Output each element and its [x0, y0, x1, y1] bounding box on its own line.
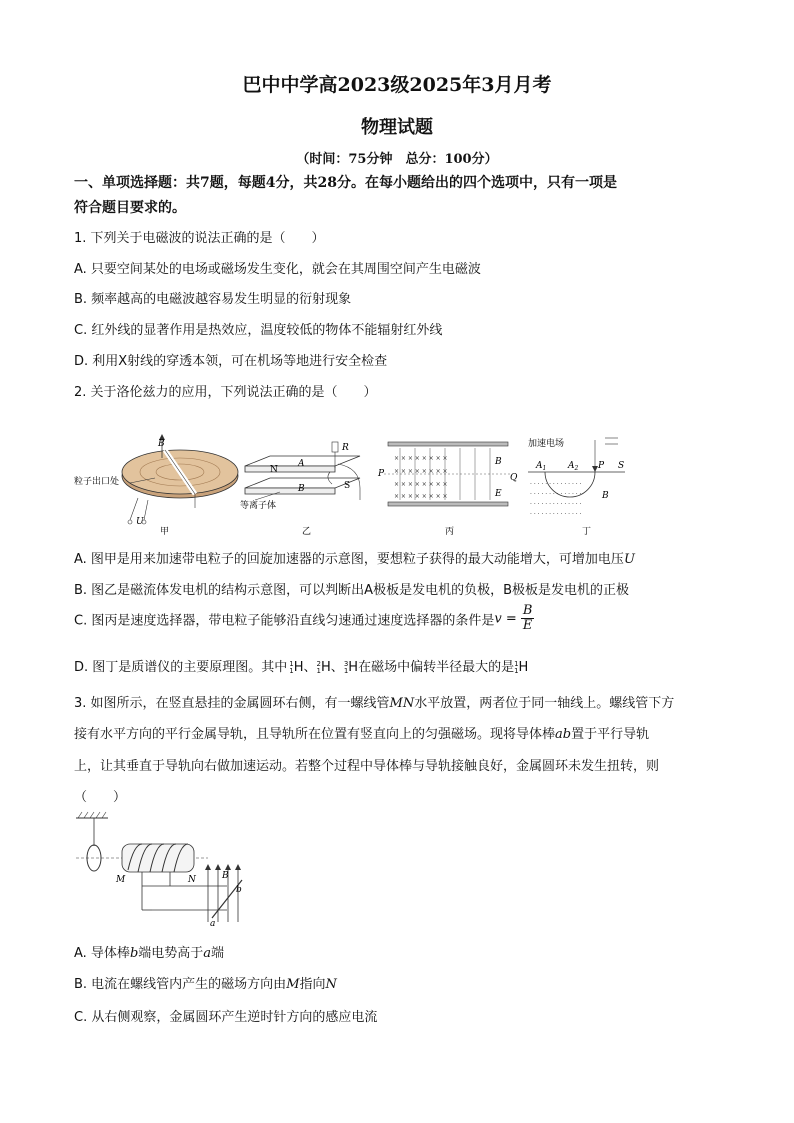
svg-text:· · · · · · · · · · · · · ·: · · · · · · · · · · · · · ·: [530, 491, 582, 498]
q2-figure: [70, 428, 650, 538]
q1-option-c: C. 红外线的显著作用是热效应，温度较低的物体不能辐射红外线: [74, 323, 443, 338]
svg-text:× × × × × × × ×: × × × × × × × ×: [394, 481, 448, 488]
q2-option-c: C. 图丙是速度选择器，带电粒子能够沿直线匀速通过速度选择器的条件是v = $\frac{B}{E}$: [74, 603, 533, 634]
svg-text:· · · · · · · · · · · · · ·: · · · · · · · · · · · · · ·: [530, 501, 582, 508]
rails: [142, 886, 227, 910]
label-bing: 丙: [445, 527, 455, 537]
q3-option-a: A. 导体棒b端电势高于a端: [74, 946, 225, 961]
q2-option-b: B. 图乙是磁流体发电机的结构示意图，可以判断出A极板是发电机的负极，B极板是发电机的正极: [74, 583, 629, 598]
label-accel-field: 加速电场: [528, 439, 565, 449]
label-S-ding: S: [618, 461, 625, 471]
label-a: a: [210, 919, 216, 928]
label-A1-ding: $A_1$: [536, 461, 547, 472]
svg-text:· · · · · · · · · · · · · ·: · · · · · · · · · · · · · ·: [530, 481, 582, 488]
label-plasma: 等离子体: [240, 501, 277, 511]
solenoid-MN: [122, 844, 194, 886]
label-b: b: [236, 885, 242, 895]
label-B: B: [222, 871, 229, 881]
q1-option-d: D. 利用X射线的穿透本领，可在机场等地进行安全检查: [74, 354, 388, 369]
formula-B-over-E: $\frac{B}{E}$: [522, 603, 533, 634]
label-E-bing: E: [495, 489, 502, 499]
q1-option-b: B. 频率越高的电磁波越容易发生明显的衍射现象: [74, 292, 352, 307]
label-B-yi: B: [298, 484, 305, 494]
label-yi: 乙: [302, 527, 312, 537]
label-A2-ding: $A_2$: [568, 461, 579, 472]
label-U-jia: U: [136, 517, 144, 527]
svg-text:× × × × × × × ×: × × × × × × × ×: [394, 493, 448, 500]
label-N-yi: N: [270, 465, 278, 475]
svg-text:· · · · · · · · · · · · · ·: · · · · · · · · · · · · · ·: [530, 511, 582, 518]
q3-option-c: C. 从右侧观察，金属圆环产生逆时针方向的感应电流: [74, 1010, 378, 1025]
label-ding: 丁: [582, 527, 592, 537]
q1-option-a: A. 只要空间某处的电场或磁场发生变化，就会在其周围空间产生电磁波: [74, 262, 481, 277]
cyclotron-diagram: [122, 434, 238, 524]
q2-option-d: D. 图丁是质谱仪的主要原理图。其中 1 1H、2 1H、3 1H在磁场中偏转半径最大的是1 1H: [74, 659, 529, 675]
label-P-ding: P: [598, 461, 605, 471]
svg-text:× × × × × × × ×: × × × × × × × ×: [394, 468, 448, 475]
q3-stem-line1: 3. 如图所示，在竖直悬挂的金属圆环右侧，有一螺线管MN水平放置，两者位于同一轴线上。螺线管下方: [74, 696, 675, 711]
section-heading-cont: 符合题目要求的。: [74, 200, 186, 216]
svg-text:× × × × × × × ×: × × × × × × × ×: [394, 455, 448, 462]
label-R-yi: R: [342, 443, 349, 453]
q3-stem-line2: 接有水平方向的平行金属导轨，且导轨所在位置有竖直向上的匀强磁场。现将导体棒ab置于平行导轨: [74, 727, 650, 742]
velocity-selector-diagram: [384, 442, 512, 506]
q3-option-b: B. 电流在螺线管内产生的磁场方向由M指向N: [74, 977, 337, 992]
q1-stem: 1. 下列关于电磁波的说法正确的是（ ）: [74, 231, 325, 246]
label-particle-exit: 粒子出口处: [74, 477, 120, 487]
label-B-bing: B: [495, 457, 502, 467]
label-A-yi: A: [298, 459, 305, 469]
q2-option-a: A. 图甲是用来加速带电粒子的回旋加速器的示意图，要想粒子获得的最大动能增大，可增加电压U: [74, 552, 635, 567]
q2-stem: 2. 关于洛伦兹力的应用，下列说法正确的是（ ）: [74, 385, 377, 400]
label-N: N: [188, 875, 196, 885]
ceiling-hatch: [76, 812, 108, 846]
label-S-yi: S: [344, 481, 351, 491]
exam-subject: 物理试题: [361, 117, 433, 138]
label-B-jia: B: [158, 439, 165, 449]
label-Q-bing: Q: [510, 473, 518, 483]
label-P-bing: P: [378, 469, 385, 479]
q3-figure: [72, 810, 262, 928]
label-jia: 甲: [160, 527, 170, 537]
exam-time-info: （时间：75分钟 总分：100分）: [296, 152, 498, 167]
label-M: M: [116, 875, 126, 885]
section-heading: 一、单项选择题：共7题，每题4分，共28分。在每小题给出的四个选项中，只有一项是: [74, 175, 617, 191]
label-B-ding: B: [602, 491, 609, 501]
mass-spectrometer-diagram: [528, 438, 625, 518]
q3-stem-line3: 上，让其垂直于导轨向右做加速运动。若整个过程中导体棒与导轨接触良好，金属圆环未发生扭转，则: [74, 759, 660, 774]
q3-stem-line4: （ ）: [74, 790, 127, 805]
exam-title: 巴中中学高2023级2025年3月月考: [242, 74, 552, 96]
